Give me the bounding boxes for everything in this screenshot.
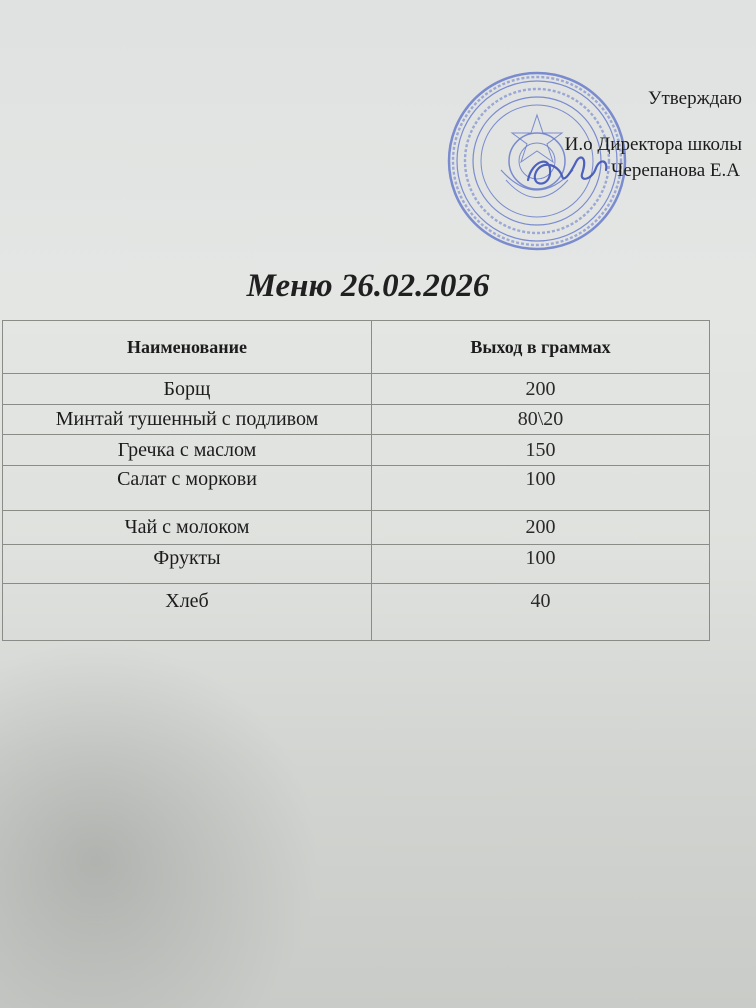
table-row: [3, 511, 710, 545]
dish-weight: 40: [372, 584, 710, 641]
dish-weight: 200: [372, 374, 710, 405]
dish-weight: 150: [372, 435, 710, 466]
dish-name: Фрукты: [3, 545, 372, 584]
photo-shadow: [0, 640, 320, 1008]
dish-name: Минтай тушенный с подливом: [3, 405, 372, 435]
column-header-weight: Выход в граммах: [372, 321, 710, 374]
table-row: [3, 405, 710, 435]
dish-name: Хлеб: [3, 584, 372, 641]
approval-block: [442, 86, 742, 184]
table-header-row: [3, 321, 710, 374]
column-header-name: Наименование: [3, 321, 372, 374]
table-row: [3, 374, 710, 405]
table-row: [3, 435, 710, 466]
dish-weight: 100: [372, 466, 710, 511]
table-row: [3, 584, 710, 641]
table-row: [3, 466, 710, 511]
dish-weight: 200: [372, 511, 710, 545]
dish-name: Салат с моркови: [3, 466, 372, 511]
approval-signatory: Черепанова Е.А: [611, 160, 740, 181]
menu-table: [2, 320, 710, 641]
approval-position: И.о Директора школы: [564, 134, 742, 155]
dish-name: Борщ: [3, 374, 372, 405]
dish-name: Чай с молоком: [3, 511, 372, 545]
approval-heading: Утверждаю: [648, 88, 742, 109]
table-row: [3, 545, 710, 584]
dish-weight: 80\20: [372, 405, 710, 435]
menu-title: Меню 26.02.2026: [246, 268, 490, 304]
dish-weight: 100: [372, 545, 710, 584]
dish-name: Гречка с маслом: [3, 435, 372, 466]
